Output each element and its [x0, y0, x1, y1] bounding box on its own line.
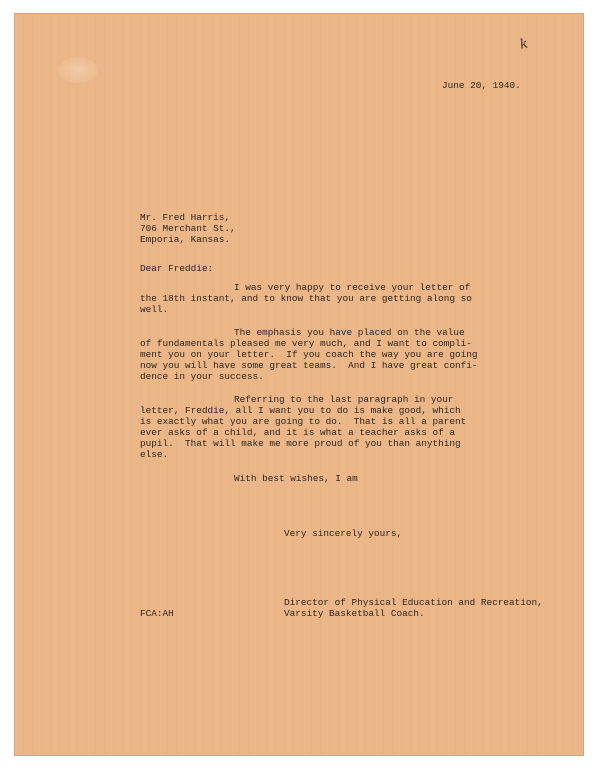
- reference-initials: FCA:AH: [140, 608, 174, 619]
- paragraph-2-line-5: dence in your success.: [140, 371, 264, 382]
- salutation: Dear Freddie:: [140, 263, 214, 274]
- paragraph-3-line-4: ever asks of a child, and it is what a teacher asks of a: [140, 427, 456, 438]
- letter-sheet: [14, 13, 584, 756]
- paragraph-3-line-5: pupil. That will make me more proud of you than anything: [140, 438, 461, 449]
- signature-title-line-1: Director of Physical Education and Recreation,: [284, 597, 543, 608]
- paper-smudge: [58, 57, 98, 83]
- paragraph-3-line-2: letter, Freddie, all I want you to do is make good, which: [140, 405, 461, 416]
- paragraph-2-line-2: of fundamentals pleased me very much, and I want to compli-: [140, 338, 472, 349]
- paragraph-1-line-3: well.: [140, 304, 169, 315]
- signature-title-line-2: Varsity Basketball Coach.: [284, 608, 425, 619]
- paragraph-2-line-3: ment you on your letter. If you coach the way you are going: [140, 349, 478, 360]
- paragraph-3-line-3: is exactly what you are going to do. That is all a parent: [140, 416, 467, 427]
- paragraph-2-line-1: The emphasis you have placed on the value: [234, 327, 465, 338]
- paragraph-1-line-2: the 18th instant, and to know that you are getting along so: [140, 293, 472, 304]
- paragraph-3-line-6: else.: [140, 449, 169, 460]
- margin-mark: k: [518, 36, 530, 53]
- paragraph-1-line-1: I was very happy to receive your letter of: [234, 282, 471, 293]
- closing-wishes: With best wishes, I am: [234, 473, 358, 484]
- complimentary-close: Very sincerely yours,: [284, 528, 403, 539]
- paragraph-3-line-1: Referring to the last paragraph in your: [234, 394, 454, 405]
- recipient-name: Mr. Fred Harris,: [140, 212, 231, 223]
- recipient-city: Emporia, Kansas.: [140, 234, 231, 245]
- recipient-street: 706 Merchant St.,: [140, 223, 236, 234]
- letter-date: June 20, 1940.: [442, 80, 521, 91]
- paragraph-2-line-4: now you will have some great teams. And I have great confi-: [140, 360, 478, 371]
